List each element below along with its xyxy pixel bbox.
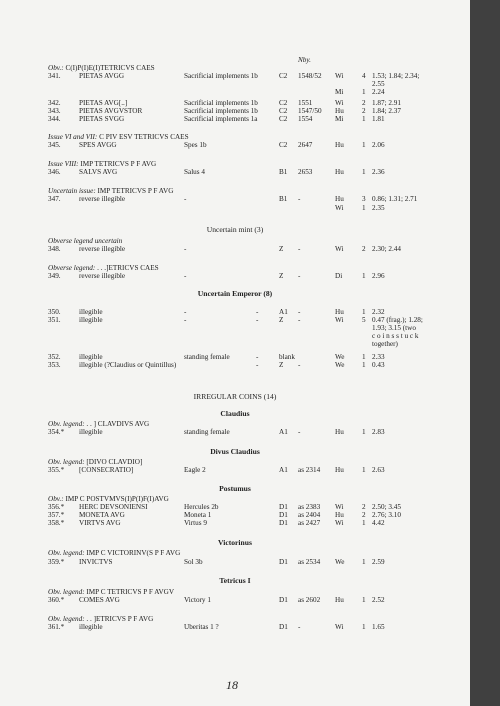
entry-count: 1 <box>362 168 366 176</box>
entry-sub: - <box>256 308 259 316</box>
entry-count: 2 <box>362 511 366 519</box>
entry-legend: INVICTVS <box>79 558 113 566</box>
entry-den: C2 <box>279 141 288 149</box>
entry-num: 353. <box>48 361 61 369</box>
entry-den: A1 <box>279 308 288 316</box>
entry-hoard: Di <box>335 272 343 280</box>
entry-legend: COMES AVG <box>79 596 120 604</box>
entry-legend: HERC DEVSONIENSI <box>79 503 148 511</box>
legend-label: Obv. legend: <box>48 615 85 623</box>
entry-legend: PIETAS AVG[..] <box>79 99 128 107</box>
entry-count: 1 <box>362 272 366 280</box>
entry-hoard: Hu <box>335 308 344 316</box>
entry-rev: standing female <box>184 353 230 361</box>
entry-count: 4 <box>362 72 366 80</box>
legend-label: Obv. legend: <box>48 420 85 428</box>
entry-hoard: We <box>335 361 345 369</box>
entry-legend: MONETA AVG <box>79 511 125 519</box>
entry-hoard: We <box>335 558 345 566</box>
legend-label: Issue VIII: <box>48 160 79 168</box>
entry-ref: - <box>298 195 301 203</box>
entry-count: 1 <box>362 361 366 369</box>
entry-den: D1 <box>279 596 288 604</box>
entry-legend: reverse illegible <box>79 195 126 203</box>
entry-ref: - <box>298 428 301 436</box>
section-heading: IRREGULAR COINS (14) <box>193 392 277 401</box>
entry-notes: together) <box>372 340 398 348</box>
entry-count: 1 <box>362 141 366 149</box>
entry-num: 350. <box>48 308 61 316</box>
legend-text: IMP C VICTORINV(S P F AVG <box>84 549 181 557</box>
entry-hoard: Hu <box>335 195 344 203</box>
entry-notes: 0.43 <box>372 361 385 369</box>
entry-hoard: We <box>335 353 345 361</box>
obverse-legend-line <box>48 549 180 557</box>
entry-notes: 0.86; 1.31; 2.71 <box>372 195 418 203</box>
entry-ref: as 2383 <box>298 503 321 511</box>
obverse-legend-line <box>48 133 189 141</box>
entry-den: B1 <box>279 195 288 203</box>
entry-notes: 2.06 <box>372 141 385 149</box>
entry-rev: Salus 4 <box>184 168 205 176</box>
entry-num: 355.* <box>48 466 65 474</box>
entry-rev: - <box>184 272 187 280</box>
entry-num: 343. <box>48 107 61 115</box>
section-heading: Claudius <box>220 409 250 418</box>
obverse-legend-line <box>48 237 122 245</box>
entry-den: D1 <box>279 519 288 527</box>
entry-legend: illegible <box>79 316 103 324</box>
entry-count: 2 <box>362 245 366 253</box>
entry-count: 1 <box>362 596 366 604</box>
entry-notes: 2.35 <box>372 204 385 212</box>
entry-den: C2 <box>279 115 288 123</box>
entry-hoard: Wi <box>335 245 344 253</box>
entry-ref: 2653 <box>298 168 313 176</box>
legend-text: C(I)P(I)E(I)TETRICVS CAES <box>63 64 155 72</box>
obverse-legend-line <box>48 420 149 428</box>
entry-legend: PIETAS AVGG <box>79 72 125 80</box>
legend-text: . . .]ETRICVS CAES <box>95 264 159 272</box>
entry-count: 1 <box>362 428 366 436</box>
entry-notes: 2.36 <box>372 168 385 176</box>
entry-rev: Spes 1b <box>184 141 207 149</box>
entry-legend: illegible <box>79 623 103 631</box>
entry-legend: VIRTVS AVG <box>79 519 121 527</box>
entry-num: 358.* <box>48 519 65 527</box>
obverse-legend-line <box>48 588 174 596</box>
entry-notes: 2.76; 3.10 <box>372 511 401 519</box>
obverse-legend-line <box>48 458 142 466</box>
entry-num: 354.* <box>48 428 65 436</box>
entry-hoard: Hu <box>335 511 344 519</box>
entry-count: 1 <box>362 115 366 123</box>
entry-num: 357.* <box>48 511 65 519</box>
entry-den: D1 <box>279 503 288 511</box>
entry-legend: illegible <box>79 308 103 316</box>
entry-rev: Victory 1 <box>184 596 211 604</box>
entry-notes: 1.65 <box>372 623 385 631</box>
entry-hoard: Wi <box>335 204 344 212</box>
entry-hoard: Hu <box>335 428 344 436</box>
entry-hoard: Wi <box>335 503 344 511</box>
entry-rev: Moneta 1 <box>184 511 212 519</box>
legend-label: Obv.: <box>48 495 64 503</box>
section-heading: Uncertain Emperor (8) <box>197 289 273 298</box>
legend-label: Issue VI and VII: <box>48 133 98 141</box>
legend-text: IMP TETRICVS P F AVG <box>95 187 174 195</box>
entry-notes: 2.96 <box>372 272 385 280</box>
legend-label: Obv. legend: <box>48 458 85 466</box>
entry-count: 1 <box>362 519 366 527</box>
legend-text: IMP C POSTVMVS(I)P(I)F(I)AVG <box>63 495 169 503</box>
entry-num: 361.* <box>48 623 65 631</box>
entry-num: 351. <box>48 316 61 324</box>
entry-sub: - <box>256 353 259 361</box>
entry-notes: 2.63 <box>372 466 385 474</box>
obverse-legend-line <box>48 615 153 623</box>
entry-den: D1 <box>279 511 288 519</box>
entry-ref: - <box>298 361 301 369</box>
entry-legend: PIETAS SVGG <box>79 115 125 123</box>
entry-count: 1 <box>362 623 366 631</box>
entry-legend: SPES AVGG <box>79 141 117 149</box>
obverse-legend-line <box>48 160 156 168</box>
entry-notes: 2.52 <box>372 596 385 604</box>
entry-rev: standing female <box>184 428 230 436</box>
legend-text: C PIV ESV TETRICVS CAES <box>97 133 189 141</box>
entry-notes: 2.32 <box>372 308 385 316</box>
entry-den: D1 <box>279 558 288 566</box>
entry-num: 359.* <box>48 558 65 566</box>
entry-rev: Hercules 2b <box>184 503 219 511</box>
obverse-legend-line <box>48 187 173 195</box>
entry-hoard: Wi <box>335 72 344 80</box>
legend-label: Obverse legend uncertain <box>48 237 123 245</box>
entry-rev: - <box>184 195 187 203</box>
entry-num: 347. <box>48 195 61 203</box>
section-heading: Victorinus <box>218 538 252 547</box>
entry-notes: 2.50; 3.45 <box>372 503 401 511</box>
entry-legend: illegible <box>79 428 103 436</box>
entry-notes: 4.42 <box>372 519 385 527</box>
entry-den: C2 <box>279 72 288 80</box>
entry-notes: 2.59 <box>372 558 385 566</box>
entry-num: 360.* <box>48 596 65 604</box>
entry-num: 348. <box>48 245 61 253</box>
entry-notes: 1.93; 3.15 (two <box>372 324 416 332</box>
entry-hoard: Wi <box>335 519 344 527</box>
entry-hoard: Wi <box>335 99 344 107</box>
entry-num: 341. <box>48 72 61 80</box>
entry-num: 342. <box>48 99 61 107</box>
legend-label: Uncertain issue: <box>48 187 96 195</box>
entry-count: 1 <box>362 466 366 474</box>
legend-label: Obv.: <box>48 64 64 72</box>
entry-rev: - <box>184 308 187 316</box>
entry-notes: 2.83 <box>372 428 385 436</box>
entry-notes: 2.33 <box>372 353 385 361</box>
entry-num: 345. <box>48 141 61 149</box>
entry-den: C2 <box>279 107 288 115</box>
entry-legend: illegible (?Claudius or Quintillus) <box>79 361 177 369</box>
entry-notes: 1.81 <box>372 115 385 123</box>
entry-count: 2 <box>362 503 366 511</box>
legend-label: Obverse legend: <box>48 264 96 272</box>
entry-count: 2 <box>362 99 366 107</box>
entry-hoard: Mi <box>335 115 344 123</box>
entry-ref: - <box>298 308 301 316</box>
entry-count: 1 <box>362 88 366 96</box>
entry-hoard: Hu <box>335 466 344 474</box>
entry-legend: reverse illegible <box>79 272 126 280</box>
entry-den: D1 <box>279 623 288 631</box>
entry-ref: as 2534 <box>298 558 321 566</box>
entry-notes: 1.87; 2.91 <box>372 99 401 107</box>
entry-legend: PIETAS AVGVSTOR <box>79 107 143 115</box>
entry-legend: SALVS AVG <box>79 168 118 176</box>
legend-label: Obv. legend: <box>48 588 85 596</box>
entry-ref: as 2602 <box>298 596 321 604</box>
entry-rev: Sacrificial implements 1b <box>184 107 258 115</box>
entry-notes: 1.53; 1.84; 2.34; <box>372 72 420 80</box>
entry-rev: Sacrificial implements 1a <box>184 115 258 123</box>
nby-column-heading: Nby. <box>298 56 311 64</box>
entry-ref: 1554 <box>298 115 313 123</box>
entry-legend: reverse illegible <box>79 245 126 253</box>
entry-num: 346. <box>48 168 61 176</box>
entry-ref: - <box>298 316 301 324</box>
entry-den: Z <box>279 361 284 369</box>
entry-notes: 2.55 <box>372 80 385 88</box>
entry-count: 1 <box>362 204 366 212</box>
entry-den: C2 <box>279 99 288 107</box>
entry-num: 352. <box>48 353 61 361</box>
entry-rev: Virtus 9 <box>184 519 207 527</box>
page-number: 18 <box>226 678 238 692</box>
entry-hoard: Hu <box>335 141 344 149</box>
obverse-legend-line <box>48 495 169 503</box>
entry-ref: 1548/52 <box>298 72 322 80</box>
entry-hoard: Hu <box>335 168 344 176</box>
entry-ref: 1551 <box>298 99 313 107</box>
entry-ref: - <box>298 245 301 253</box>
entry-rev: - <box>184 316 187 324</box>
entry-num: 349. <box>48 272 61 280</box>
section-heading: Tetricus I <box>219 576 251 585</box>
entry-ref: - <box>298 272 301 280</box>
entry-sub: - <box>256 361 259 369</box>
entry-ref: - <box>298 623 301 631</box>
entry-notes: 2.30; 2.44 <box>372 245 401 253</box>
entry-num: 344. <box>48 115 61 123</box>
entry-den: Z <box>279 272 284 280</box>
entry-rev: Sol 3b <box>184 558 203 566</box>
legend-text: . . ] CLAVDIVS AVG <box>84 420 150 428</box>
section-heading: Postumus <box>219 484 251 493</box>
entry-sub: - <box>256 316 259 324</box>
entry-count: 1 <box>362 558 366 566</box>
entry-rev: Sacrificial implements 1b <box>184 99 258 107</box>
entry-den: A1 <box>279 466 288 474</box>
obverse-legend-line <box>48 64 155 72</box>
entry-den: A1 <box>279 428 288 436</box>
entry-count: 5 <box>362 316 366 324</box>
obverse-legend-line <box>48 264 159 272</box>
legend-text: . . ]ETRICVS P F AVG <box>84 615 154 623</box>
entry-rev: - <box>184 245 187 253</box>
entry-hoard: Hu <box>335 596 344 604</box>
entry-count: 3 <box>362 195 366 203</box>
entry-ref: 1547/50 <box>298 107 322 115</box>
entry-rev: Uberitas 1 ? <box>184 623 219 631</box>
entry-count: 1 <box>362 353 366 361</box>
entry-rev: Sacrificial implements 1b <box>184 72 258 80</box>
entry-den: Z <box>279 245 284 253</box>
entry-num: 356.* <box>48 503 65 511</box>
entry-rev: Eagle 2 <box>184 466 206 474</box>
section-heading: Divus Claudius <box>210 447 260 456</box>
entry-count: 1 <box>362 308 366 316</box>
legend-text: IMP TETRICVS P F AVG <box>78 160 157 168</box>
legend-text: [DIVO CLAVDIO] <box>84 458 143 466</box>
entry-ref: 2647 <box>298 141 313 149</box>
entry-den: blank <box>279 353 295 361</box>
entry-hoard: Hu <box>335 107 344 115</box>
entry-count: 2 <box>362 107 366 115</box>
entry-ref: as 2404 <box>298 511 321 519</box>
entry-legend: [CONSECRATIO] <box>79 466 134 474</box>
entry-notes: 1.84; 2.37 <box>372 107 401 115</box>
legend-label: Obv. legend: <box>48 549 85 557</box>
entry-notes: 2.24 <box>372 88 385 96</box>
entry-den: Z <box>279 316 284 324</box>
legend-text: IMP C TETRICVS P F AVGV <box>84 588 175 596</box>
entry-hoard: Wi <box>335 623 344 631</box>
scan-background <box>470 0 500 706</box>
entry-hoard: Wi <box>335 316 344 324</box>
entry-ref: as 2314 <box>298 466 321 474</box>
entry-hoard: Mi <box>335 88 344 96</box>
entry-legend: illegible <box>79 353 103 361</box>
entry-notes: 0.47 (frag.); 1.28; <box>372 316 423 324</box>
entry-den: B1 <box>279 168 288 176</box>
entry-ref: as 2427 <box>298 519 321 527</box>
section-heading: Uncertain mint (3) <box>206 225 264 234</box>
entry-notes: c o i n s s t u c k <box>372 332 419 340</box>
